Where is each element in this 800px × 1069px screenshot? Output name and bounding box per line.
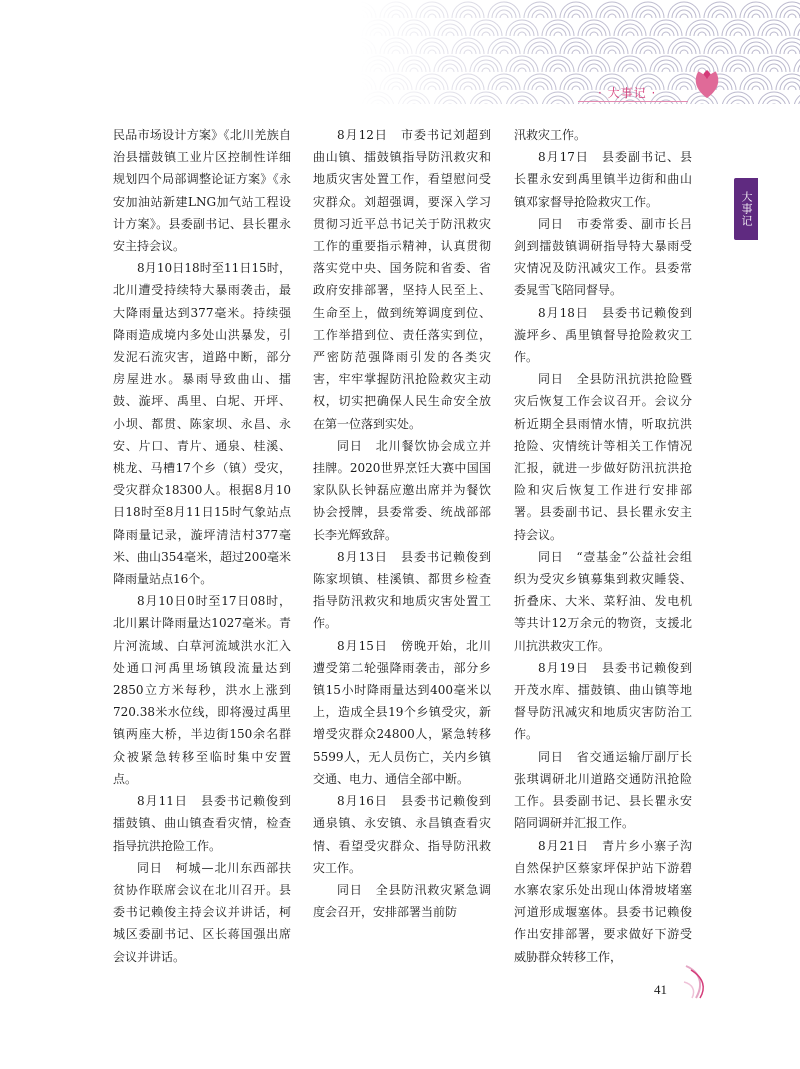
paragraph: 同日 “壹基金”公益社会组织为受灾乡镇募集到救灾睡袋、折叠床、大米、菜籽油、发电机等共计12万余元的物资，支援北川抗洪救灾工作。 — [514, 549, 692, 653]
paragraph: 8月11日 县委书记赖俊到擂鼓镇、曲山镇查看灾情，检查指导抗洪抢险工作。 — [113, 794, 291, 853]
paragraph: 8月18日 县委书记赖俊到漩坪乡、禹里镇督导抢险救灾工作。 — [514, 305, 692, 365]
paragraph: 同日 市委常委、副市长吕剑到擂鼓镇调研指导特大暴雨受灾情况及防汛减灾工作。县委常委晁雪飞陪同督导。 — [514, 216, 692, 298]
paragraph: 民品市场设计方案》《北川羌族自治县擂鼓镇工业片区控制性详细规划四个局部调整论证方案》《永安加油站新建LNG加气站工程设计方案》。县委副书记、县长瞿永安主持会议。 — [113, 128, 291, 254]
paragraph: 同日 柯城—北川东西部扶贫协作联席会议在北川召开。县委书记赖俊主持会议并讲话，柯城区委副书记、区长蒋国强出席会议并讲话。 — [113, 860, 291, 964]
paragraph: 8月19日 县委书记赖俊到开茂水库、擂鼓镇、曲山镇等地督导防汛减灾和地质灾害防治工作。 — [514, 660, 692, 742]
text-column-2 — [313, 124, 491, 923]
paragraph: 8月13日 县委书记赖俊到陈家坝镇、桂溪镇、都贯乡检查指导防汛救灾和地质灾害处置工作。 — [313, 549, 491, 631]
text-column-1 — [113, 124, 291, 968]
header-decoration — [0, 0, 800, 104]
paragraph: 汛救灾工作。 — [514, 128, 587, 142]
paragraph: 同日 全县防汛抗洪抢险暨灾后恢复工作会议召开。会议分析近期全县雨情水情，听取抗洪抢险、灾情统计等相关工作情况汇报，就进一步做好防汛抗洪抢险和灾后恢复工作进行安排部署。县委副书记、县长瞿永安主持会议。 — [514, 372, 692, 542]
paragraph: 8月17日 县委副书记、县长瞿永安到禹里镇半边街和曲山镇邓家督导抢险救灾工作。 — [514, 150, 692, 209]
paragraph: 8月10日0时至17日08时，北川累计降雨量达1027毫米。青片河流域、白草河流域洪水汇入处通口河禹里场镇段流量达到2850立方米每秒，洪水上涨到720.38米水位线，即将漫过禹里镇两座大桥，半边街150余名群众被紧急转移至临时集中安置点。 — [113, 594, 291, 786]
page-number: 41 — [654, 982, 667, 997]
paragraph: 8月10日18时至11日15时，北川遭受持续特大暴雨袭击，最大降雨量达到377毫米。持续强降雨造成境内多处山洪暴发，引发泥石流灾害，道路中断，部分房屋进水。暴雨导致曲山、擂鼓、漩坪、禹里、白坭、开坪、小坝、都贯、陈家坝、永昌、永安、片口、青片、通泉、桂溪、桃龙、马槽17个乡（镇）受灾，受灾群众18300人。根据8月10日18时至8月11日15时气象站点降雨量记录，漩坪清洁村377毫米、曲山354毫米，超过200毫米降雨量站点16个。 — [113, 261, 291, 587]
side-tab: 大事记 — [734, 178, 758, 240]
paragraph: 8月12日 市委书记刘超到曲山镇、擂鼓镇指导防汛救灾和地质灾害处置工作，看望慰问受灾群众。刘超强调，要深入学习贯彻习近平总书记关于防汛救灾工作的重要指示精神，认真贯彻落实党中央、国务院和省委、省政府安排部署，坚持人民至上、生命至上，做到统筹调度到位、工作举措到位、责任落实到位，严密防范强降雨引发的各类灾害，牢牢掌握防汛抢险救灾主动权，切实把确保人民生命安全放在第一位落到实处。 — [313, 128, 491, 431]
paragraph: 8月21日 青片乡小寨子沟自然保护区蔡家坪保护站下游碧水寨农家乐处出现山体滑坡堵塞河道形成堰塞体。县委书记赖俊作出安排部署，要求做好下游受威胁群众转移工作， — [514, 838, 692, 964]
paragraph: 同日 省交通运输厅副厅长张琪调研北川道路交通防汛抢险工作。县委副书记、县长瞿永安陪同调研并汇报工作。 — [514, 749, 692, 831]
paragraph: 8月15日 傍晚开始，北川遭受第二轮强降雨袭击，部分乡镇15小时降雨量达到400毫米以上，造成全县19个乡镇受灾，新增受灾群众24800人，紧急转移5599人，无人员伤亡，关内乡镇交通、电力、通信全部中断。 — [313, 638, 491, 786]
section-title: · 大事记 · — [598, 86, 657, 100]
paragraph: 同日 北川餐饮协会成立并挂牌。2020世界烹饪大赛中国国家队队长钟磊应邀出席并为餐饮协会授牌，县委常委、统战部部长李光辉致辞。 — [313, 438, 491, 542]
paragraph: 8月16日 县委书记赖俊到通泉镇、永安镇、永昌镇查看灾情、看望受灾群众、指导防汛救灾工作。 — [313, 794, 491, 875]
wave-pattern — [0, 0, 800, 104]
text-column-3 — [514, 124, 692, 968]
paragraph: 同日 全县防汛救灾紧急调度会召开，安排部署当前防 — [313, 882, 491, 920]
